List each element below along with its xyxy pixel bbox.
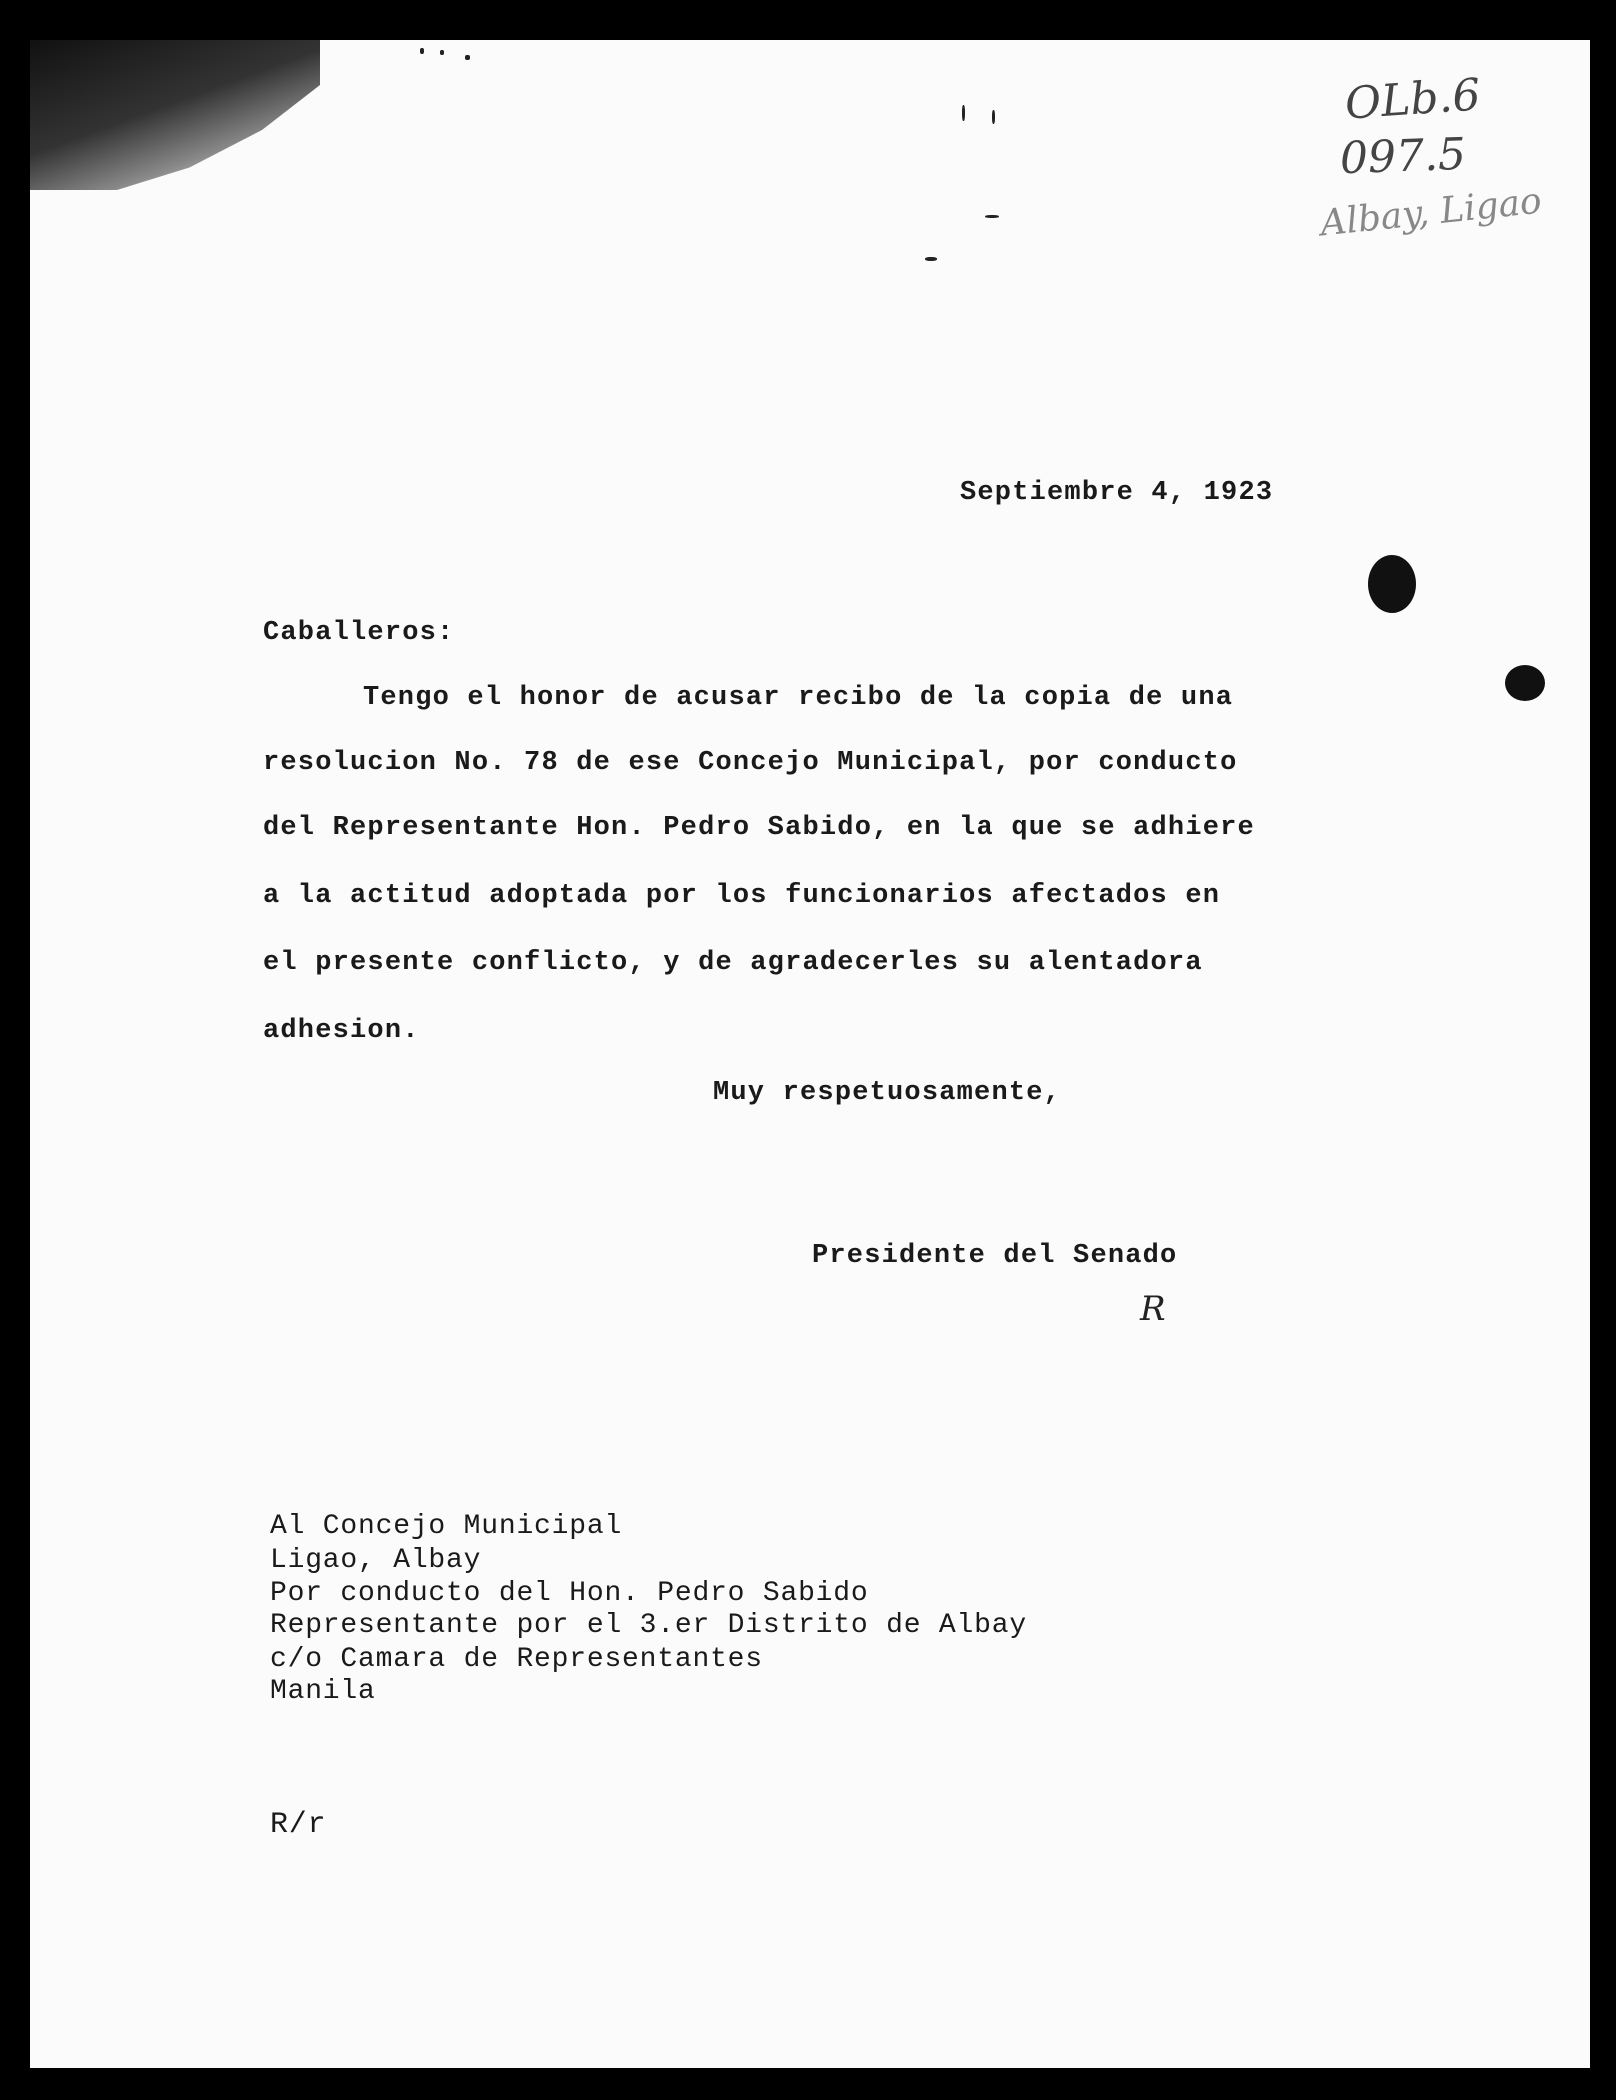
address-line: Representante por el 3.er Distrito de Albay: [270, 1610, 1027, 1641]
body-line: adhesion.: [263, 1016, 420, 1046]
archive-note-2: 097.5: [1339, 128, 1467, 185]
signatory: Presidente del Senado: [812, 1241, 1178, 1271]
archive-note-1: OLb.6: [1343, 69, 1483, 130]
ink-speck: [465, 55, 470, 60]
ink-speck: [992, 110, 995, 124]
body-line: el presente conflicto, y de agradecerles su alentadora: [263, 948, 1203, 978]
address-line: Ligao, Albay: [270, 1545, 482, 1576]
body-line: a la actitud adoptada por los funcionarios afectados en: [263, 881, 1221, 911]
ink-speck: [962, 105, 965, 121]
initial-mark: R: [1140, 1289, 1166, 1329]
ink-speck: [420, 48, 424, 54]
ink-blot: [1505, 665, 1545, 701]
ink-speck: [440, 50, 444, 55]
address-line: Manila: [270, 1676, 376, 1707]
ink-speck: [985, 215, 999, 218]
salutation: Caballeros:: [263, 618, 455, 648]
address-line: Al Concejo Municipal: [270, 1511, 623, 1542]
ink-speck: [925, 257, 937, 261]
ink-blot: [1368, 555, 1416, 613]
letter-page: [30, 40, 1590, 2068]
address-line: c/o Camara de Representantes: [270, 1644, 763, 1675]
body-line: resolucion No. 78 de ese Concejo Municipal, por conducto: [263, 748, 1238, 778]
closing: Muy respetuosamente,: [713, 1078, 1062, 1108]
archive-note-3: Albay, Ligao: [1318, 180, 1544, 245]
letter-date: Septiembre 4, 1923: [960, 478, 1274, 508]
address-line: Por conducto del Hon. Pedro Sabido: [270, 1578, 869, 1609]
body-line: Tengo el honor de acusar recibo de la copia de una: [363, 683, 1234, 713]
body-line: del Representante Hon. Pedro Sabido, en la que se adhiere: [263, 813, 1255, 843]
reference-initials: R/r: [270, 1808, 327, 1842]
